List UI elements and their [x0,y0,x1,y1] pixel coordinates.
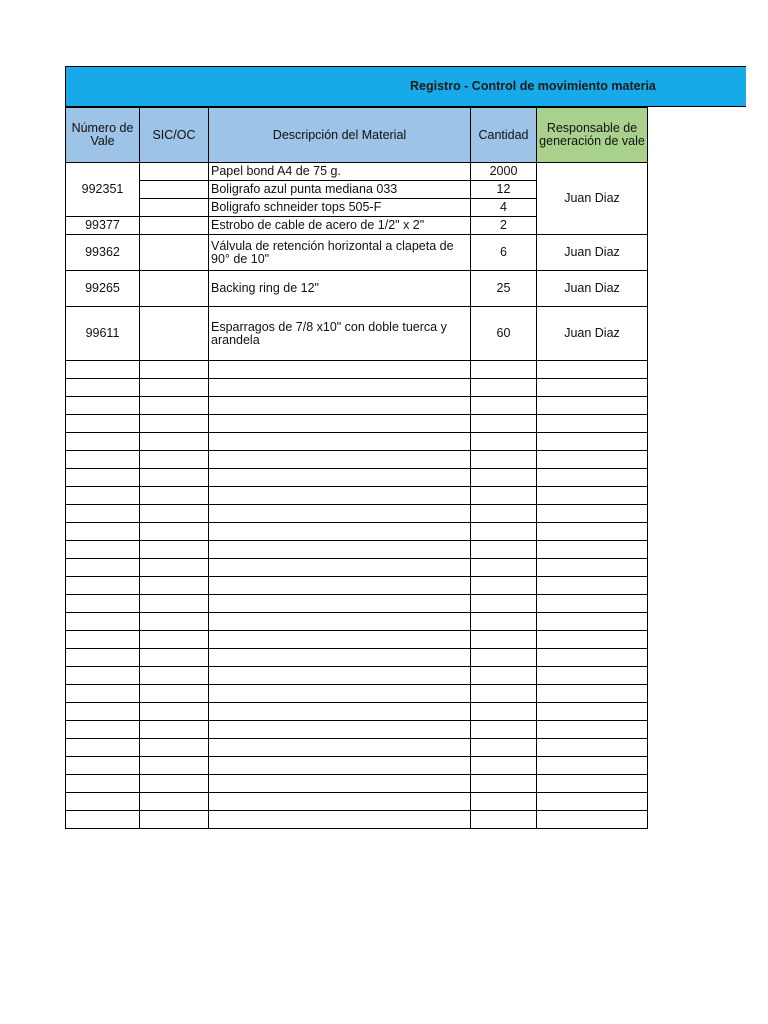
empty-cell[interactable] [537,541,648,559]
empty-table-row [66,541,648,559]
empty-cell[interactable] [66,757,140,775]
empty-cell[interactable] [471,469,537,487]
empty-cell[interactable] [471,487,537,505]
empty-table-row [66,685,648,703]
empty-cell[interactable] [537,469,648,487]
empty-cell[interactable] [140,667,209,685]
empty-cell[interactable] [537,379,648,397]
empty-cell[interactable] [537,739,648,757]
empty-cell[interactable] [209,397,471,415]
empty-cell[interactable] [140,523,209,541]
empty-cell[interactable] [471,649,537,667]
empty-cell[interactable] [209,433,471,451]
cell-cantidad[interactable]: 2 [471,217,537,235]
empty-cell[interactable] [66,793,140,811]
empty-cell[interactable] [471,361,537,379]
empty-cell[interactable] [471,703,537,721]
empty-table-row [66,721,648,739]
table-row [66,307,648,361]
empty-cell[interactable] [209,469,471,487]
empty-cell[interactable] [140,541,209,559]
empty-cell[interactable] [66,613,140,631]
empty-cell[interactable] [66,685,140,703]
empty-cell[interactable] [209,721,471,739]
empty-table-row [66,811,648,829]
empty-cell[interactable] [66,397,140,415]
empty-cell[interactable] [471,595,537,613]
empty-table-row [66,595,648,613]
empty-cell[interactable] [209,703,471,721]
empty-cell[interactable] [209,667,471,685]
empty-cell[interactable] [537,523,648,541]
cell-sic-oc[interactable] [140,271,209,307]
empty-cell[interactable] [471,523,537,541]
empty-cell[interactable] [537,397,648,415]
empty-cell[interactable] [140,775,209,793]
empty-cell[interactable] [537,577,648,595]
empty-cell[interactable] [471,379,537,397]
empty-cell[interactable] [537,595,648,613]
empty-cell[interactable] [66,505,140,523]
empty-cell[interactable] [537,649,648,667]
cell-responsable[interactable]: Juan Diaz [537,271,648,307]
empty-cell[interactable] [471,577,537,595]
empty-cell[interactable] [66,649,140,667]
empty-cell[interactable] [537,415,648,433]
cell-descripcion[interactable]: Papel bond A4 de 75 g. [209,163,471,181]
empty-cell[interactable] [471,505,537,523]
empty-cell[interactable] [140,793,209,811]
empty-cell[interactable] [66,541,140,559]
empty-cell[interactable] [209,595,471,613]
empty-cell[interactable] [471,775,537,793]
table-row [66,235,648,271]
cell-sic-oc[interactable] [140,307,209,361]
empty-table-row [66,649,648,667]
header-responsable[interactable]: Responsable de generación de vale [537,108,648,163]
cell-descripcion[interactable]: Estrobo de cable de acero de 1/2" x 2" [209,217,471,235]
empty-cell[interactable] [537,775,648,793]
empty-cell[interactable] [140,433,209,451]
cell-numero-vale[interactable]: 99377 [66,217,140,235]
empty-cell[interactable] [537,811,648,829]
empty-table-row [66,379,648,397]
empty-cell[interactable] [471,397,537,415]
cell-responsable[interactable]: Juan Diaz [537,163,648,235]
empty-cell[interactable] [471,451,537,469]
empty-cell[interactable] [140,685,209,703]
header-descripcion[interactable]: Descripción del Material [209,108,471,163]
empty-cell[interactable] [471,793,537,811]
empty-cell[interactable] [537,667,648,685]
empty-cell[interactable] [140,631,209,649]
empty-table-row [66,433,648,451]
table-row [66,271,648,307]
empty-cell[interactable] [66,559,140,577]
header-cantidad[interactable]: Cantidad [471,108,537,163]
header-row [66,108,648,163]
empty-cell[interactable] [140,703,209,721]
empty-cell[interactable] [537,487,648,505]
empty-cell[interactable] [140,397,209,415]
empty-cell[interactable] [209,739,471,757]
empty-cell[interactable] [66,361,140,379]
empty-cell[interactable] [66,523,140,541]
empty-cell[interactable] [209,793,471,811]
cell-responsable[interactable]: Juan Diaz [537,235,648,271]
header-sic-oc[interactable]: SIC/OC [140,108,209,163]
cell-cantidad[interactable]: 4 [471,199,537,217]
empty-cell[interactable] [66,379,140,397]
empty-table-row [66,613,648,631]
empty-cell[interactable] [209,505,471,523]
empty-cell[interactable] [66,415,140,433]
empty-table-row [66,415,648,433]
empty-cell[interactable] [209,523,471,541]
empty-cell[interactable] [209,361,471,379]
empty-cell[interactable] [140,577,209,595]
empty-table-row [66,397,648,415]
empty-cell[interactable] [140,487,209,505]
cell-cantidad[interactable]: 60 [471,307,537,361]
empty-cell[interactable] [537,451,648,469]
empty-cell[interactable] [471,631,537,649]
empty-cell[interactable] [140,649,209,667]
cell-descripcion[interactable]: Boligrafo schneider tops 505-F [209,199,471,217]
empty-cell[interactable] [537,631,648,649]
empty-cell[interactable] [66,433,140,451]
cell-descripcion[interactable]: Backing ring de 12" [209,271,471,307]
empty-cell[interactable] [537,757,648,775]
cell-sic-oc[interactable] [140,199,209,217]
empty-cell[interactable] [140,739,209,757]
empty-table-row [66,487,648,505]
cell-cantidad[interactable]: 25 [471,271,537,307]
empty-cell[interactable] [66,487,140,505]
empty-table-row [66,361,648,379]
empty-cell[interactable] [209,451,471,469]
empty-cell[interactable] [66,469,140,487]
empty-cell[interactable] [140,379,209,397]
empty-cell[interactable] [537,685,648,703]
empty-table-row [66,667,648,685]
empty-cell[interactable] [537,559,648,577]
empty-cell[interactable] [209,775,471,793]
empty-cell[interactable] [140,451,209,469]
empty-cell[interactable] [140,505,209,523]
empty-cell[interactable] [209,613,471,631]
empty-cell[interactable] [471,667,537,685]
empty-table-row [66,577,648,595]
header-numero-vale[interactable]: Número de Vale [66,108,140,163]
cell-sic-oc[interactable] [140,181,209,199]
sheet-title: Registro - Control de movimiento materia [410,79,656,93]
empty-cell[interactable] [209,811,471,829]
empty-cell[interactable] [140,721,209,739]
cell-sic-oc[interactable] [140,235,209,271]
cell-numero-vale[interactable]: 99265 [66,271,140,307]
cell-responsable[interactable]: Juan Diaz [537,307,648,361]
empty-table-row [66,469,648,487]
empty-cell[interactable] [471,433,537,451]
cell-sic-oc[interactable] [140,163,209,181]
cell-cantidad[interactable]: 2000 [471,163,537,181]
empty-cell[interactable] [209,577,471,595]
empty-table-row [66,631,648,649]
empty-cell[interactable] [209,379,471,397]
empty-cell[interactable] [66,631,140,649]
cell-descripcion[interactable]: Válvula de retención horizontal a clapeta de 90° de 10" [209,235,471,271]
empty-cell[interactable] [209,487,471,505]
empty-cell[interactable] [140,415,209,433]
empty-cell[interactable] [471,541,537,559]
empty-cell[interactable] [66,595,140,613]
empty-cell[interactable] [471,739,537,757]
empty-cell[interactable] [209,685,471,703]
empty-table-row [66,559,648,577]
empty-cell[interactable] [66,667,140,685]
empty-cell[interactable] [66,811,140,829]
material-movement-table [65,107,648,829]
empty-cell[interactable] [471,559,537,577]
cell-numero-vale[interactable]: 992351 [66,163,140,217]
empty-cell[interactable] [537,505,648,523]
empty-cell[interactable] [209,757,471,775]
empty-table-row [66,739,648,757]
empty-cell[interactable] [471,811,537,829]
cell-cantidad[interactable]: 12 [471,181,537,199]
empty-cell[interactable] [66,703,140,721]
empty-cell[interactable] [537,721,648,739]
cell-numero-vale[interactable]: 99362 [66,235,140,271]
empty-cell[interactable] [471,757,537,775]
empty-cell[interactable] [537,793,648,811]
empty-cell[interactable] [66,577,140,595]
empty-cell[interactable] [471,415,537,433]
empty-cell[interactable] [66,721,140,739]
empty-table-row [66,793,648,811]
empty-table-row [66,523,648,541]
empty-cell[interactable] [537,613,648,631]
empty-cell[interactable] [471,721,537,739]
table-row [66,163,648,181]
empty-cell[interactable] [209,559,471,577]
empty-cell[interactable] [140,811,209,829]
empty-cell[interactable] [537,703,648,721]
cell-sic-oc[interactable] [140,217,209,235]
empty-table-row [66,505,648,523]
empty-cell[interactable] [537,433,648,451]
cell-numero-vale[interactable]: 99611 [66,307,140,361]
empty-cell[interactable] [140,361,209,379]
empty-table-row [66,451,648,469]
empty-table-row [66,757,648,775]
empty-cell[interactable] [140,559,209,577]
empty-table-row [66,703,648,721]
empty-cell[interactable] [209,415,471,433]
empty-cell[interactable] [209,649,471,667]
empty-cell[interactable] [66,451,140,469]
empty-cell[interactable] [140,469,209,487]
empty-cell[interactable] [66,739,140,757]
empty-cell[interactable] [66,775,140,793]
empty-cell[interactable] [209,541,471,559]
empty-cell[interactable] [140,757,209,775]
cell-descripcion[interactable]: Boligrafo azul punta mediana 033 [209,181,471,199]
cell-cantidad[interactable]: 6 [471,235,537,271]
empty-cell[interactable] [140,595,209,613]
empty-cell[interactable] [471,613,537,631]
empty-table-row [66,775,648,793]
empty-cell[interactable] [140,613,209,631]
empty-cell[interactable] [471,685,537,703]
empty-cell[interactable] [209,631,471,649]
sheet-title-bar [65,66,746,107]
empty-cell[interactable] [537,361,648,379]
cell-descripcion[interactable]: Esparragos de 7/8 x10" con doble tuerca y arandela [209,307,471,361]
